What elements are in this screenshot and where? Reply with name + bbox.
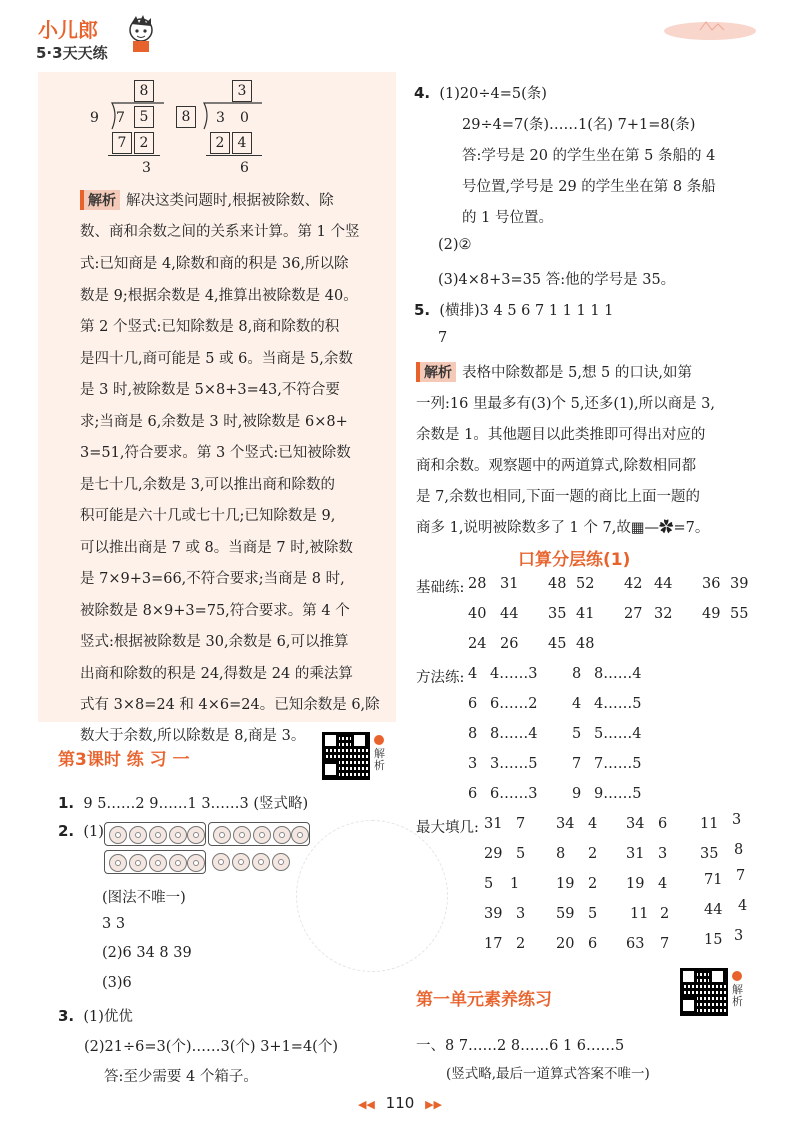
flower-icon [149, 826, 167, 844]
analysis-line: 解析 表格中除数都是 5,想 5 的口诀,如第 [416, 361, 692, 382]
zuida-cell: 4 [738, 898, 748, 914]
zuida-cell: 35 [700, 846, 719, 862]
jichu-cell: 49 [702, 606, 721, 622]
zuida-cell: 31 [484, 816, 503, 832]
decoration-icon [660, 16, 760, 46]
zuida-cell: 6 [588, 936, 598, 952]
q3-answer: 答:至少需要 4 个箱子。 [104, 1069, 258, 1085]
q4-line: 29÷4=7(条)……1(名) 7+1=8(条) [462, 117, 696, 133]
lesson-title: 第3课时 练 习 一 [58, 750, 190, 770]
zuida-cell: 19 [556, 876, 575, 892]
flower-group-box [104, 822, 206, 846]
fangfa-cell: 4……3 [490, 666, 538, 682]
unit-note: (竖式略,最后一道算式答案不唯一) [446, 1066, 650, 1082]
analysis-line: 是 7×9+3=66,不符合要求;当商是 8 时, [80, 571, 345, 587]
fangfa-cell: 6 [468, 696, 478, 712]
page-footer [0, 1094, 800, 1112]
jichu-cell: 36 [702, 576, 721, 592]
fangfa-cell: 4 [572, 696, 582, 712]
analysis-line: 第 2 个竖式:已知除数是 8,商和除数的积 [80, 319, 340, 335]
jichu-cell: 27 [624, 606, 643, 622]
analysis-line: 出商和除数的积是 24,得数是 24 的乘法算 [80, 666, 353, 682]
question-1: 1. 9 5……2 9……1 3……3 (竖式略) [58, 794, 309, 812]
division-product-box: 4 [232, 132, 252, 154]
zuida-cell: 19 [626, 876, 645, 892]
zuida-cell: 11 [700, 816, 719, 832]
division-divisor: 9 [90, 110, 99, 126]
division-rule [108, 155, 160, 156]
zuida-cell: 31 [626, 846, 645, 862]
q4-line: 号位置,学号是 29 的学生坐在第 8 条船 [462, 179, 716, 195]
zuida-cell: 5 [588, 906, 598, 922]
zuida-cell: 7 [736, 868, 746, 884]
zuida-cell: 2 [588, 876, 598, 892]
jichu-cell: 35 [548, 606, 567, 622]
zuida-cell: 4 [658, 876, 668, 892]
flower-icon [149, 854, 167, 872]
zuida-cell: 20 [556, 936, 575, 952]
analysis-line: 数是 9;根据余数是 4,推算出被除数是 40。 [80, 288, 358, 304]
q2-answer-line: 3 3 [102, 916, 126, 932]
analysis-line: 求;当商是 6,余数是 3 时,被除数是 6×8+ [80, 414, 348, 430]
division-product-box: 2 [210, 132, 230, 154]
q4-line: (3)4×8+3=35 答:他的学号是 35。 [438, 272, 676, 288]
division-dividend-box: 5 [134, 106, 154, 128]
flower-icon [129, 854, 147, 872]
unit-title: 第一单元素养练习 [416, 990, 552, 1010]
division-remainder: 6 [240, 160, 249, 176]
right-arrows-icon: ▶▶ [425, 1098, 443, 1111]
zuida-cell: 8 [556, 846, 566, 862]
fangfa-cell: 6……3 [490, 786, 538, 802]
fangfa-cell: 8……4 [490, 726, 538, 742]
flower-group-loose [208, 850, 308, 872]
qr-label: 解析 [374, 747, 385, 772]
watermark-stamp [296, 820, 448, 972]
brand-logo [36, 10, 156, 60]
division-product-box: 2 [134, 132, 154, 154]
question-2: 2. (1) [58, 822, 104, 840]
fangfa-cell: 8……4 [594, 666, 642, 682]
zuida-cell: 2 [516, 936, 526, 952]
brand-title: 小儿郎 [38, 18, 98, 42]
question-5: 5. (横排)3 4 5 6 7 1 1 1 1 1 [414, 301, 614, 319]
zuida-cell: 2 [660, 906, 670, 922]
jichu-cell: 28 [468, 576, 487, 592]
zuida-cell: 6 [658, 816, 668, 832]
analysis-tag: 解析 [416, 362, 456, 382]
zuida-cell: 7 [660, 936, 670, 952]
zuida-cell: 29 [484, 846, 503, 862]
division-dividend-digit: 7 [116, 110, 125, 126]
zuida-cell: 7 [516, 816, 526, 832]
division-remainder: 3 [142, 160, 151, 176]
fangfa-cell: 4……5 [594, 696, 642, 712]
analysis-line: 被除数是 8×9+3=75,符合要求。第 4 个 [80, 603, 350, 619]
flower-group-box [208, 822, 310, 846]
jichu-cell: 48 [576, 636, 595, 652]
jichu-cell: 45 [548, 636, 567, 652]
zuida-cell: 39 [484, 906, 503, 922]
fangfa-cell: 7……5 [594, 756, 642, 772]
fangfa-cell: 4 [468, 666, 478, 682]
qr-label: 解析 [732, 983, 743, 1008]
q4-line: (2)② [438, 237, 472, 253]
flower-icon [273, 826, 291, 844]
jichu-cell: 42 [624, 576, 643, 592]
question-4: 4. (1)20÷4=5(条) [414, 84, 547, 102]
zuida-cell: 3 [732, 812, 742, 828]
zuida-cell: 59 [556, 906, 575, 922]
zuida-cell: 2 [588, 846, 598, 862]
play-icon [374, 735, 384, 745]
question-3: 3. (1)优优 [58, 1007, 133, 1025]
analysis-line: 商和余数。观察题中的两道算式,除数相同都 [416, 458, 697, 474]
analysis-line: 是 3 时,被除数是 5×8+3=43,不符合要 [80, 382, 340, 398]
jichu-cell: 32 [654, 606, 673, 622]
division-product-box: 7 [112, 132, 132, 154]
jichu-cell: 55 [730, 606, 749, 622]
left-arrows-icon: ◀◀ [357, 1098, 375, 1111]
fangfa-cell: 8 [468, 726, 478, 742]
page-number: 110 [385, 1094, 415, 1112]
jichu-cell: 26 [500, 636, 519, 652]
analysis-line: 商多 1,说明被除数多了 1 个 7,故▦—✿=7。 [416, 520, 710, 536]
jichu-cell: 40 [468, 606, 487, 622]
analysis-line: 是七十几,余数是 3,可以推出商和除数的 [80, 477, 336, 493]
analysis-line: 积可能是六十几或七十几;已知除数是 9, [80, 508, 336, 524]
flower-icon [213, 826, 231, 844]
zuida-cell: 4 [588, 816, 598, 832]
zuida-cell: 5 [484, 876, 494, 892]
flower-icon [253, 826, 271, 844]
flower-icon [169, 854, 187, 872]
jichu-cell: 31 [500, 576, 519, 592]
analysis-line: 是四十几,商可能是 5 或 6。当商是 5,余数 [80, 351, 353, 367]
jichu-cell: 39 [730, 576, 749, 592]
kousuan-title: 口算分层练(1) [518, 550, 631, 570]
q2-note: (图法不唯一) [102, 890, 186, 906]
zuida-cell: 17 [484, 936, 503, 952]
division-divisor-box: 8 [176, 106, 196, 128]
fangfa-cell: 5 [572, 726, 582, 742]
analysis-line: 竖式:根据被除数是 30,余数是 6,可以推算 [80, 634, 349, 650]
zuida-label: 最大填几: [416, 820, 479, 836]
fangfa-cell: 8 [572, 666, 582, 682]
flower-icon [232, 853, 250, 871]
q2-sub3: (3)6 [102, 975, 132, 991]
jichu-cell: 48 [548, 576, 567, 592]
jichu-cell: 44 [654, 576, 673, 592]
fangfa-cell: 3……5 [490, 756, 538, 772]
analysis-line: 余数是 1。其他题目以此类推即可得出对应的 [416, 427, 706, 443]
flower-icon [252, 853, 270, 871]
flower-icon [233, 826, 251, 844]
zuida-cell: 8 [734, 842, 744, 858]
analysis-line: 3=51,符合要求。第 3 个竖式:已知被除数 [80, 445, 351, 461]
fangfa-cell: 9……5 [594, 786, 642, 802]
fangfa-cell: 6 [468, 786, 478, 802]
zuida-cell: 15 [704, 932, 723, 948]
analysis-line: 数大于余数,所以除数是 8,商是 3。 [80, 728, 306, 744]
jichu-label: 基础练: [416, 580, 465, 596]
analysis-line: 式有 3×8=24 和 4×6=24。已知余数是 6,除 [80, 697, 380, 713]
q3-sub2: (2)21÷6=3(个)……3(个) 3+1=4(个) [84, 1039, 338, 1055]
jichu-cell: 44 [500, 606, 519, 622]
flower-icon [129, 826, 147, 844]
zuida-cell: 11 [630, 906, 649, 922]
division-bracket [196, 101, 266, 131]
analysis-tag: 解析 [80, 190, 120, 210]
jichu-cell: 24 [468, 636, 487, 652]
analysis-line: 是 7,余数也相同,下面一题的商比上面一题的 [416, 489, 701, 505]
division-rule [206, 155, 262, 156]
fangfa-label: 方法练: [416, 670, 465, 686]
zuida-cell: 3 [658, 846, 668, 862]
analysis-line: 式:已知商是 4,除数和商的积是 36,所以除 [80, 256, 349, 272]
flower-icon [169, 826, 187, 844]
flower-icon [109, 826, 127, 844]
fangfa-cell: 3 [468, 756, 478, 772]
zuida-cell: 5 [516, 846, 526, 862]
zuida-cell: 3 [734, 928, 744, 944]
flower-icon [272, 853, 290, 871]
flower-icon [109, 854, 127, 872]
division-dividend-digit: 3 [216, 110, 225, 126]
zuida-cell: 44 [704, 902, 723, 918]
analysis-line: 一列:16 里最多有(3)个 5,还多(1),所以商是 3, [416, 396, 716, 412]
jichu-cell: 52 [576, 576, 595, 592]
play-icon [732, 971, 742, 981]
fangfa-cell: 7 [572, 756, 582, 772]
zuida-cell: 1 [510, 876, 520, 892]
analysis-line: 数、商和余数之间的关系来计算。第 1 个竖 [80, 224, 360, 240]
flower-icon [187, 854, 205, 872]
mascot-icon [124, 14, 158, 54]
flower-icon [212, 853, 230, 871]
fangfa-cell: 9 [572, 786, 582, 802]
q5-line2: 7 [438, 330, 448, 346]
fangfa-cell: 6……2 [490, 696, 538, 712]
zuida-cell: 71 [704, 872, 723, 888]
analysis-line: 可以推出商是 7 或 8。当商是 7 时,被除数 [80, 540, 353, 556]
unit-question-1: 一、8 7……2 8……6 1 6……5 [416, 1038, 625, 1054]
flower-group-box [104, 850, 206, 874]
fangfa-cell: 5……4 [594, 726, 642, 742]
zuida-cell: 34 [556, 816, 575, 832]
q4-line: 答:学号是 20 的学生坐在第 5 条船的 4 [462, 148, 716, 164]
q4-line: 的 1 号位置。 [462, 210, 553, 226]
zuida-cell: 3 [516, 906, 526, 922]
zuida-cell: 63 [626, 936, 645, 952]
division-quotient-box: 3 [232, 80, 252, 102]
division-quotient: 8 [134, 80, 154, 102]
zuida-cell: 34 [626, 816, 645, 832]
flower-icon [291, 826, 309, 844]
flower-icon [187, 826, 205, 844]
jichu-cell: 41 [576, 606, 595, 622]
brand-subtitle: 5·3天天练 [36, 44, 108, 62]
q2-sub2: (2)6 34 8 39 [102, 945, 192, 961]
analysis-line: 解析 解决这类问题时,根据被除数、除 [80, 189, 334, 210]
division-dividend-digit: 0 [240, 110, 249, 126]
